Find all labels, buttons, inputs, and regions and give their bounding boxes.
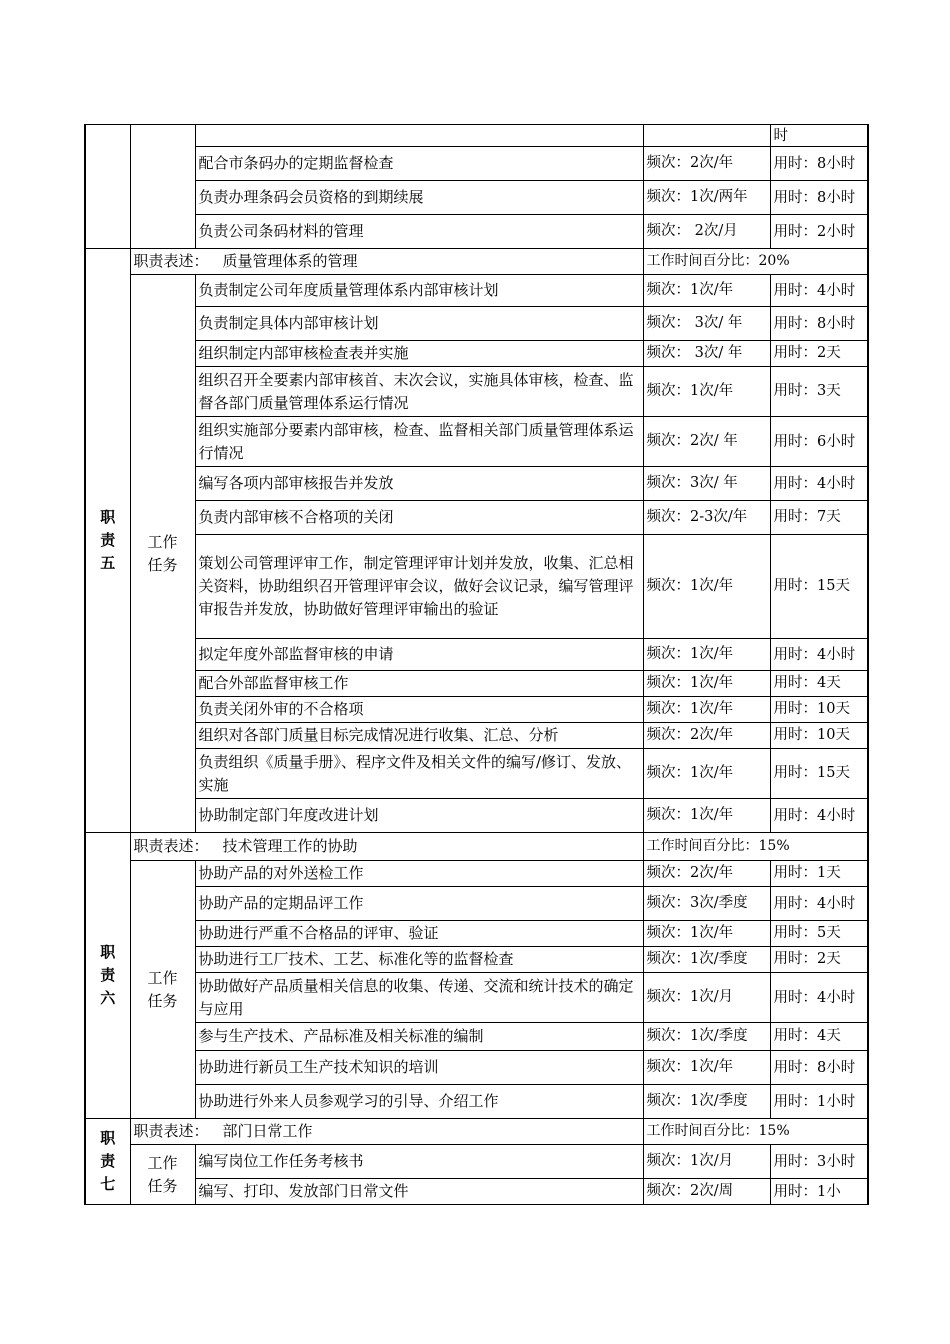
task-row — [85, 1023, 868, 1051]
task-text: 组织召开全要素内部审核首、末次会议，实施具体审核，检查、监督各部门质量管理体系运行情况 — [195, 367, 643, 417]
task-text: 配合外部监督审核工作 — [195, 671, 643, 697]
task-frequency: 频次： 3次/ 年 — [643, 341, 770, 367]
task-duration: 用时：4小时 — [770, 467, 868, 501]
task-text: 编写、打印、发放部门日常文件 — [195, 1179, 643, 1205]
task-frequency: 频次：2次/年 — [643, 147, 770, 181]
task-text: 协助产品的定期品评工作 — [195, 887, 643, 921]
task-row — [85, 147, 868, 181]
task-text: 负责办理条码会员资格的到期续展 — [195, 181, 643, 215]
task-row — [85, 467, 868, 501]
task-text: 负责制定具体内部审核计划 — [195, 307, 643, 341]
duty-label: 职 责 五 — [85, 249, 130, 833]
task-row — [85, 697, 868, 723]
task-label: 工作 任务 — [130, 275, 195, 833]
task-text: 负责组织《质量手册》、程序文件及相关文件的编写/修订、发放、实施 — [195, 749, 643, 799]
task-text: 协助进行外来人员参观学习的引导、介绍工作 — [195, 1085, 643, 1119]
task-duration: 时 — [770, 125, 868, 147]
task-duration: 用时：4天 — [770, 671, 868, 697]
task-duration: 用时：10天 — [770, 697, 868, 723]
task-text: 参与生产技术、产品标准及相关标准的编制 — [195, 1023, 643, 1051]
task-frequency — [643, 125, 770, 147]
task-duration: 用时：4小时 — [770, 799, 868, 833]
task-text: 拟定年度外部监督审核的申请 — [195, 639, 643, 671]
task-frequency: 频次：1次/年 — [643, 275, 770, 307]
task-frequency: 频次：2次/年 — [643, 723, 770, 749]
task-frequency: 频次：2次/年 — [643, 861, 770, 887]
task-duration: 用时：6小时 — [770, 417, 868, 467]
task-label: 工作 任务 — [130, 861, 195, 1119]
duty-label: 职 责 七 — [85, 1119, 130, 1205]
task-duration: 用时：2天 — [770, 341, 868, 367]
task-row — [85, 125, 868, 147]
task-text: 编写各项内部审核报告并发放 — [195, 467, 643, 501]
task-duration: 用时：4小时 — [770, 973, 868, 1023]
duty-summary — [130, 1119, 643, 1145]
task-frequency: 频次：1次/年 — [643, 535, 770, 639]
task-duration: 用时：15天 — [770, 535, 868, 639]
task-row — [85, 535, 868, 639]
task-row — [85, 1085, 868, 1119]
task-row — [85, 671, 868, 697]
task-label — [130, 125, 195, 249]
task-frequency: 频次：2次/ 年 — [643, 417, 770, 467]
task-text: 组织制定内部审核检查表并实施 — [195, 341, 643, 367]
task-text: 协助做好产品质量相关信息的收集、传递、交流和统计技术的确定与应用 — [195, 973, 643, 1023]
task-row — [85, 799, 868, 833]
task-duration: 用时：4小时 — [770, 887, 868, 921]
task-frequency: 频次：1次/季度 — [643, 1023, 770, 1051]
summary-label: 职责表述： — [133, 1122, 209, 1140]
duty-summary-row — [85, 249, 868, 275]
duty-summary-row — [85, 833, 868, 861]
task-duration: 用时：8小时 — [770, 147, 868, 181]
task-row — [85, 723, 868, 749]
task-row — [85, 181, 868, 215]
summary-value: 技术管理工作的协助 — [222, 837, 358, 855]
task-text: 协助进行新员工生产技术知识的培训 — [195, 1051, 643, 1085]
task-row — [85, 367, 868, 417]
task-frequency: 频次： 2次/月 — [643, 215, 770, 249]
task-frequency: 频次：1次/年 — [643, 639, 770, 671]
task-row — [85, 275, 868, 307]
task-row — [85, 947, 868, 973]
duty-summary-row — [85, 1119, 868, 1145]
task-text: 配合市条码办的定期监督检查 — [195, 147, 643, 181]
task-duration: 用时：8小时 — [770, 1051, 868, 1085]
duty-label — [85, 125, 130, 249]
task-duration: 用时：4小时 — [770, 639, 868, 671]
task-label: 工作 任务 — [130, 1145, 195, 1205]
task-text: 协助产品的对外送检工作 — [195, 861, 643, 887]
task-frequency: 频次：1次/年 — [643, 671, 770, 697]
task-text: 组织实施部分要素内部审核，检查、监督相关部门质量管理体系运行情况 — [195, 417, 643, 467]
duty-summary — [130, 833, 643, 861]
task-text: 负责公司条码材料的管理 — [195, 215, 643, 249]
task-duration: 用时：2小时 — [770, 215, 868, 249]
task-duration: 用时：1天 — [770, 861, 868, 887]
task-row — [85, 921, 868, 947]
work-time-percent: 工作时间百分比：20% — [643, 249, 868, 275]
task-row — [85, 501, 868, 535]
task-duration: 用时：1小 — [770, 1179, 868, 1205]
task-text: 负责内部审核不合格项的关闭 — [195, 501, 643, 535]
task-duration: 用时：8小时 — [770, 181, 868, 215]
task-duration: 用时：15天 — [770, 749, 868, 799]
task-duration: 用时：5天 — [770, 921, 868, 947]
task-text: 协助制定部门年度改进计划 — [195, 799, 643, 833]
task-row — [85, 887, 868, 921]
task-row — [85, 749, 868, 799]
task-frequency: 频次：1次/年 — [643, 799, 770, 833]
task-frequency: 频次：1次/年 — [643, 921, 770, 947]
task-text: 协助进行严重不合格品的评审、验证 — [195, 921, 643, 947]
task-frequency: 频次：1次/季度 — [643, 947, 770, 973]
task-frequency: 频次： 3次/ 年 — [643, 307, 770, 341]
task-row — [85, 215, 868, 249]
task-row — [85, 417, 868, 467]
task-duration: 用时：2天 — [770, 947, 868, 973]
task-text: 策划公司管理评审工作，制定管理评审计划并发放，收集、汇总相关资料，协助组织召开管理评审会议，做好会议记录，编写管理评审报告并发放，协助做好管理评审输出的验证 — [195, 535, 643, 639]
task-duration: 用时：1小时 — [770, 1085, 868, 1119]
task-frequency: 频次：1次/月 — [643, 973, 770, 1023]
task-text: 组织对各部门质量目标完成情况进行收集、汇总、分析 — [195, 723, 643, 749]
task-duration: 用时：10天 — [770, 723, 868, 749]
task-frequency: 频次：3次/季度 — [643, 887, 770, 921]
task-row — [85, 341, 868, 367]
task-row — [85, 307, 868, 341]
task-duration: 用时：4天 — [770, 1023, 868, 1051]
task-frequency: 频次：1次/年 — [643, 749, 770, 799]
task-frequency: 频次：1次/季度 — [643, 1085, 770, 1119]
task-text: 编写岗位工作任务考核书 — [195, 1145, 643, 1179]
task-duration: 用时：7天 — [770, 501, 868, 535]
task-duration: 用时：4小时 — [770, 275, 868, 307]
work-time-percent: 工作时间百分比：15% — [643, 1119, 868, 1145]
work-time-percent: 工作时间百分比：15% — [643, 833, 868, 861]
task-text — [195, 125, 643, 147]
summary-value: 部门日常工作 — [222, 1122, 313, 1140]
duty-table — [84, 124, 869, 1205]
summary-label: 职责表述： — [133, 252, 209, 270]
task-duration: 用时：3天 — [770, 367, 868, 417]
duty-summary — [130, 249, 643, 275]
duty-label: 职 责 六 — [85, 833, 130, 1119]
task-frequency: 频次：2次/周 — [643, 1179, 770, 1205]
task-row — [85, 1145, 868, 1179]
task-frequency: 频次：3次/ 年 — [643, 467, 770, 501]
task-frequency: 频次：1次/年 — [643, 367, 770, 417]
task-frequency: 频次：1次/两年 — [643, 181, 770, 215]
task-row — [85, 861, 868, 887]
task-duration: 用时：3小时 — [770, 1145, 868, 1179]
task-duration: 用时：8小时 — [770, 307, 868, 341]
task-row — [85, 973, 868, 1023]
task-frequency: 频次：1次/年 — [643, 1051, 770, 1085]
task-frequency: 频次：1次/年 — [643, 697, 770, 723]
task-text: 负责制定公司年度质量管理体系内部审核计划 — [195, 275, 643, 307]
task-row — [85, 1051, 868, 1085]
task-frequency: 频次：2-3次/年 — [643, 501, 770, 535]
summary-value: 质量管理体系的管理 — [222, 252, 358, 270]
task-text: 协助进行工厂技术、工艺、标准化等的监督检查 — [195, 947, 643, 973]
task-frequency: 频次：1次/月 — [643, 1145, 770, 1179]
summary-label: 职责表述： — [133, 837, 209, 855]
task-text: 负责关闭外审的不合格项 — [195, 697, 643, 723]
task-row — [85, 1179, 868, 1205]
task-row — [85, 639, 868, 671]
